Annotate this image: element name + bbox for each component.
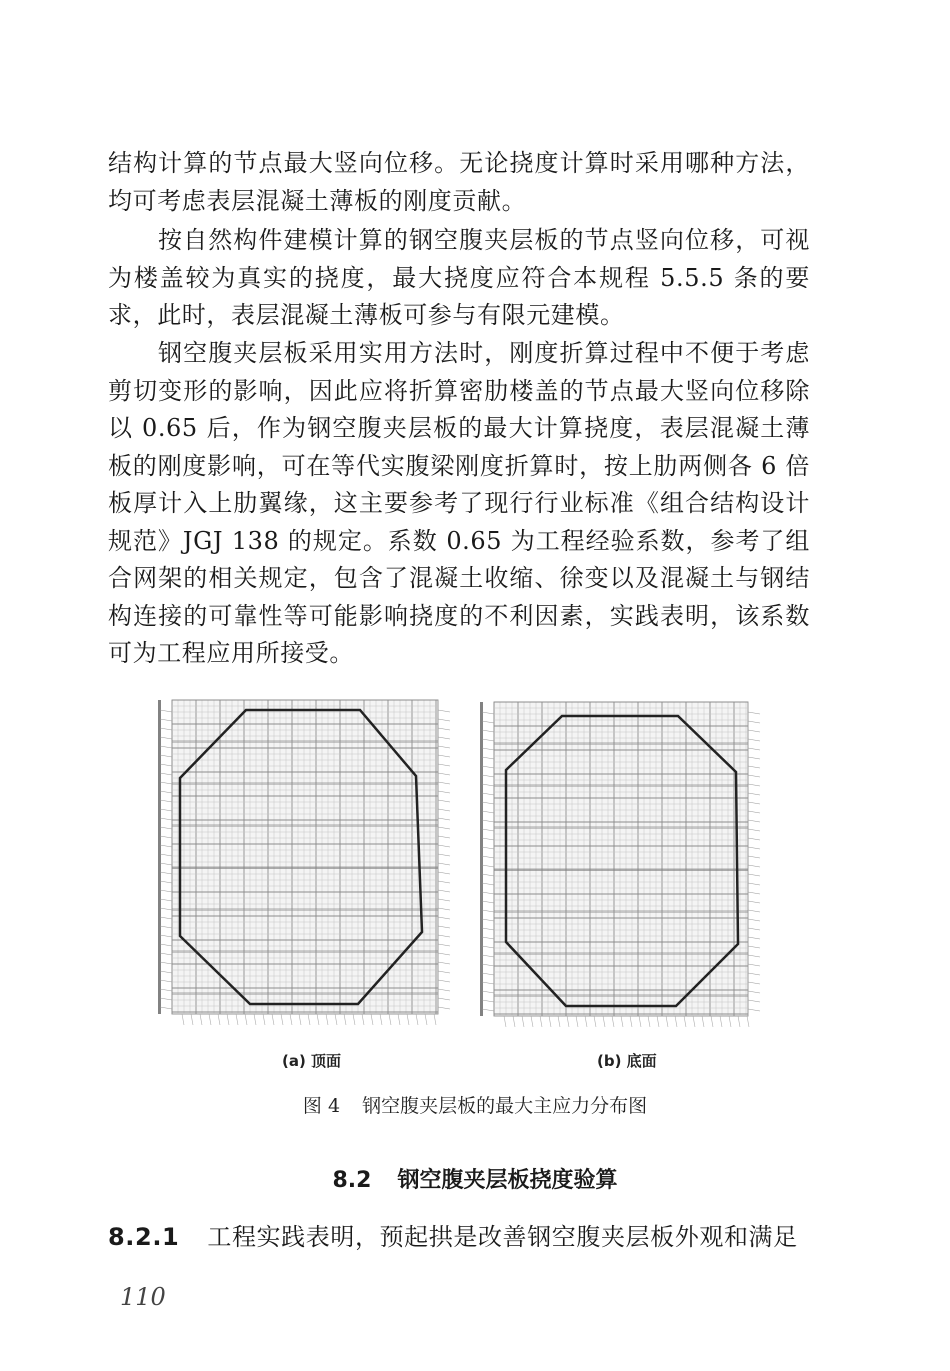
figure-top-surface bbox=[158, 688, 452, 1026]
mesh-grid bbox=[480, 702, 760, 1027]
mesh-grid bbox=[158, 700, 450, 1025]
figure-b-caption: (b) 底面 bbox=[597, 1052, 657, 1070]
section-title: 钢空腹夹层板挠度验算 bbox=[397, 1168, 618, 1193]
figure-title: 钢空腹夹层板的最大主应力分布图 bbox=[362, 1095, 648, 1117]
clause-text: 工程实践表明，预起拱是改善钢空腹夹层板外观和满足 bbox=[207, 1223, 798, 1251]
paragraph-1: 结构计算的节点最大竖向位移。无论挠度计算时采用哪种方法，均可考虑表层混凝土薄板的刚度贡献。 bbox=[108, 149, 810, 215]
clause-number: 8.2.1 bbox=[108, 1223, 180, 1251]
figure-a-caption: (a) 顶面 bbox=[282, 1052, 342, 1070]
paragraph-2: 按自然构件建模计算的钢空腹夹层板的节点竖向位移，可视为楼盖较为真实的挠度，最大挠度应符合本规程 5.5.5 条的要求，此时，表层混凝土薄板可参与有限元建模。 bbox=[108, 226, 810, 329]
paragraph-3: 钢空腹夹层板采用实用方法时，刚度折算过程中不便于考虑剪切变形的影响，因此应将折算密肋楼盖的节点最大竖向位移除以 0.65 后，作为钢空腹夹层板的最大计算挠度，表层混凝土薄板的刚度影响，可在等代实腹梁刚度折算时，按上肋两侧各 6 倍板厚计入上肋翼缘，这主要参考了现行行业标准《组合结构设计规范》JGJ 138 的规定。系数 0.65 为工程经验系数，参考了组合网架的相关规定，包含了混凝土收缩、徐变以及混凝土与钢结构连接的可靠性等可能影响挠度的不利因素，实践表明，该系数可为工程应用所接受。 bbox=[108, 339, 810, 667]
figure-caption bbox=[0, 1091, 950, 1118]
page-number: 110 bbox=[120, 1283, 166, 1311]
section-number: 8.2 bbox=[332, 1168, 372, 1193]
section-heading bbox=[0, 1163, 950, 1194]
figure-bottom-surface bbox=[480, 690, 762, 1028]
clause-8-2-1 bbox=[108, 1219, 810, 1257]
figure-number: 图 4 bbox=[302, 1095, 341, 1117]
